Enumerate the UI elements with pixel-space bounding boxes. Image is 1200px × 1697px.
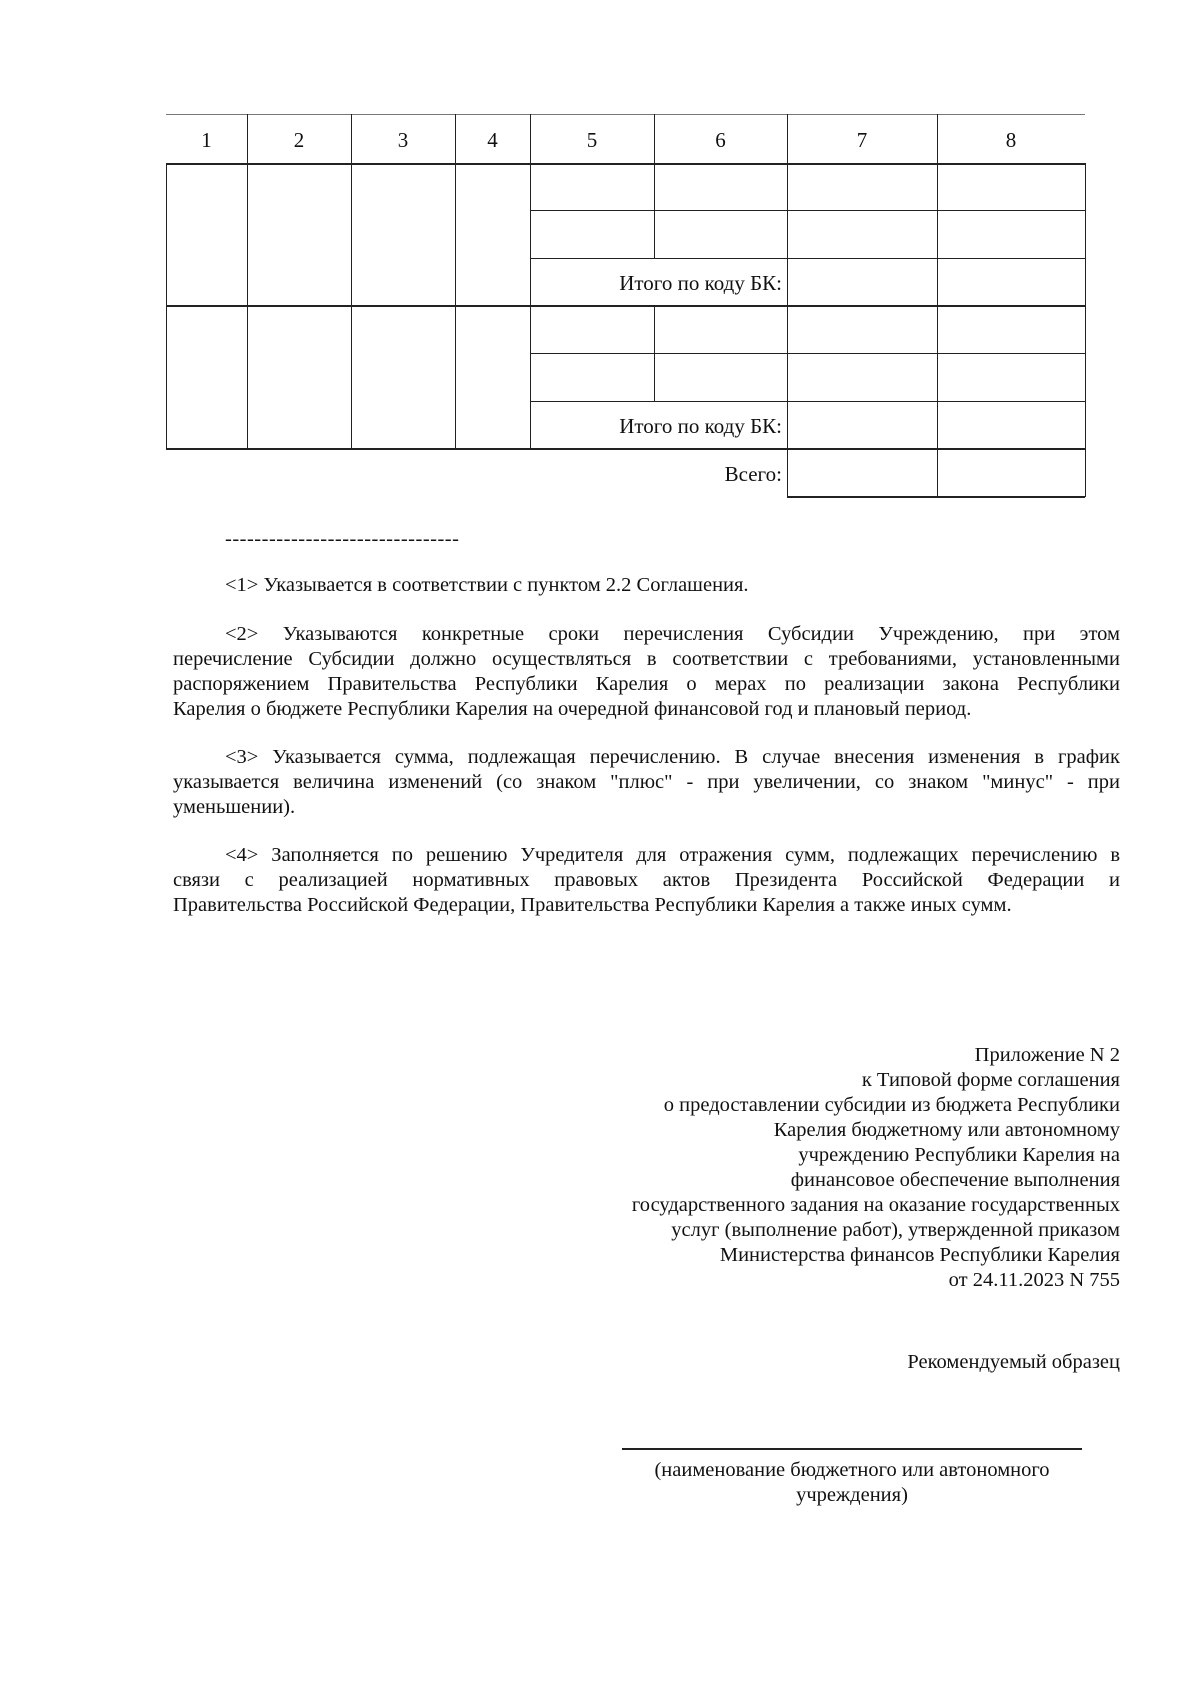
table-hline <box>530 401 1085 402</box>
table-header-cell: 6 <box>715 128 726 152</box>
table-vline <box>351 114 352 449</box>
appendix-line: Министерства финансов Республики Карелия <box>719 1244 1120 1266</box>
table-vline <box>654 305 655 401</box>
total-label: Всего: <box>724 462 782 486</box>
footnote-2: <2> Указываются конкретные сроки перечисления Субсидии Учреждению, при этом перечисление Субсидии должно осуществляться в соответствии с требованиями, установленными распоряжением Правительства Республики Карелия о мерах по реализации закона Республики Карелия о бюджете Республики Карелия на очередной финансовой год и плановый период. <box>173 623 1120 720</box>
table-hline <box>166 448 1085 450</box>
table-vline <box>1085 163 1086 497</box>
appendix-line: от 24.11.2023 N 755 <box>948 1269 1120 1291</box>
institution-name-caption <box>622 1458 1082 1508</box>
table-vline <box>247 114 248 449</box>
recommended-sample-label: Рекомендуемый образец <box>907 1351 1120 1373</box>
appendix-line: Приложение N 2 <box>974 1044 1120 1066</box>
table-header-cell: 4 <box>487 128 498 152</box>
caption-line: учреждения) <box>796 1484 908 1506</box>
table-header-bottom <box>166 163 1085 165</box>
subtotal-label: Итого по коду БК: <box>619 271 782 295</box>
table-header-cell: 1 <box>201 128 212 152</box>
appendix-line: финансовое обеспечение выполнения <box>790 1169 1120 1191</box>
subtotal-label: Итого по коду БК: <box>619 414 782 438</box>
table-hline <box>530 353 1085 354</box>
table-vline <box>937 114 938 497</box>
table-vline <box>455 114 456 449</box>
table-bottom-border <box>787 496 1085 498</box>
appendix-line: услуг (выполнение работ), утвержденной приказом <box>671 1219 1120 1241</box>
caption-line: (наименование бюджетного или автономного <box>654 1459 1050 1481</box>
table-hline <box>166 305 1085 307</box>
table-header-cell: 8 <box>1005 128 1017 152</box>
appendix-line: Карелия бюджетному или автономному <box>773 1119 1120 1141</box>
appendix-line: к Типовой форме соглашения <box>861 1069 1120 1091</box>
table-header-cell: 7 <box>856 128 868 152</box>
table-vline <box>787 114 788 497</box>
table-hline <box>530 210 1085 211</box>
table-header-cell: 3 <box>397 128 409 152</box>
table-header-cell: 2 <box>293 128 305 152</box>
appendix-line: государственного задания на оказание государственных <box>631 1194 1120 1216</box>
table-hline <box>530 258 1085 259</box>
appendix-line: о предоставлении субсидии из бюджета Республики <box>663 1094 1120 1116</box>
footnote-3: <3> Указывается сумма, подлежащая перечислению. В случае внесения изменения в график указывается величина изменений (со знаком "плюс" - при увеличении, со знаком "минус" - при уменьшении). <box>173 746 1120 818</box>
institution-name-line <box>622 1448 1082 1450</box>
footnote-separator: -------------------------------- <box>225 528 460 550</box>
footnote-4: <4> Заполняется по решению Учредителя для отражения сумм, подлежащих перечислению в связи с реализацией нормативных правовых актов Президента Российской Федерации и Правительства Российской Федерации, Правительства Республики Карелия а также иных сумм. <box>173 844 1120 916</box>
table-top-border <box>166 114 1085 115</box>
footnote-1: <1> Указывается в соответствии с пунктом 2.2 Соглашения. <box>225 574 749 596</box>
table-vline <box>166 163 167 449</box>
table-header-cell: 5 <box>586 128 598 152</box>
appendix-line: учреждению Республики Карелия на <box>798 1144 1120 1166</box>
